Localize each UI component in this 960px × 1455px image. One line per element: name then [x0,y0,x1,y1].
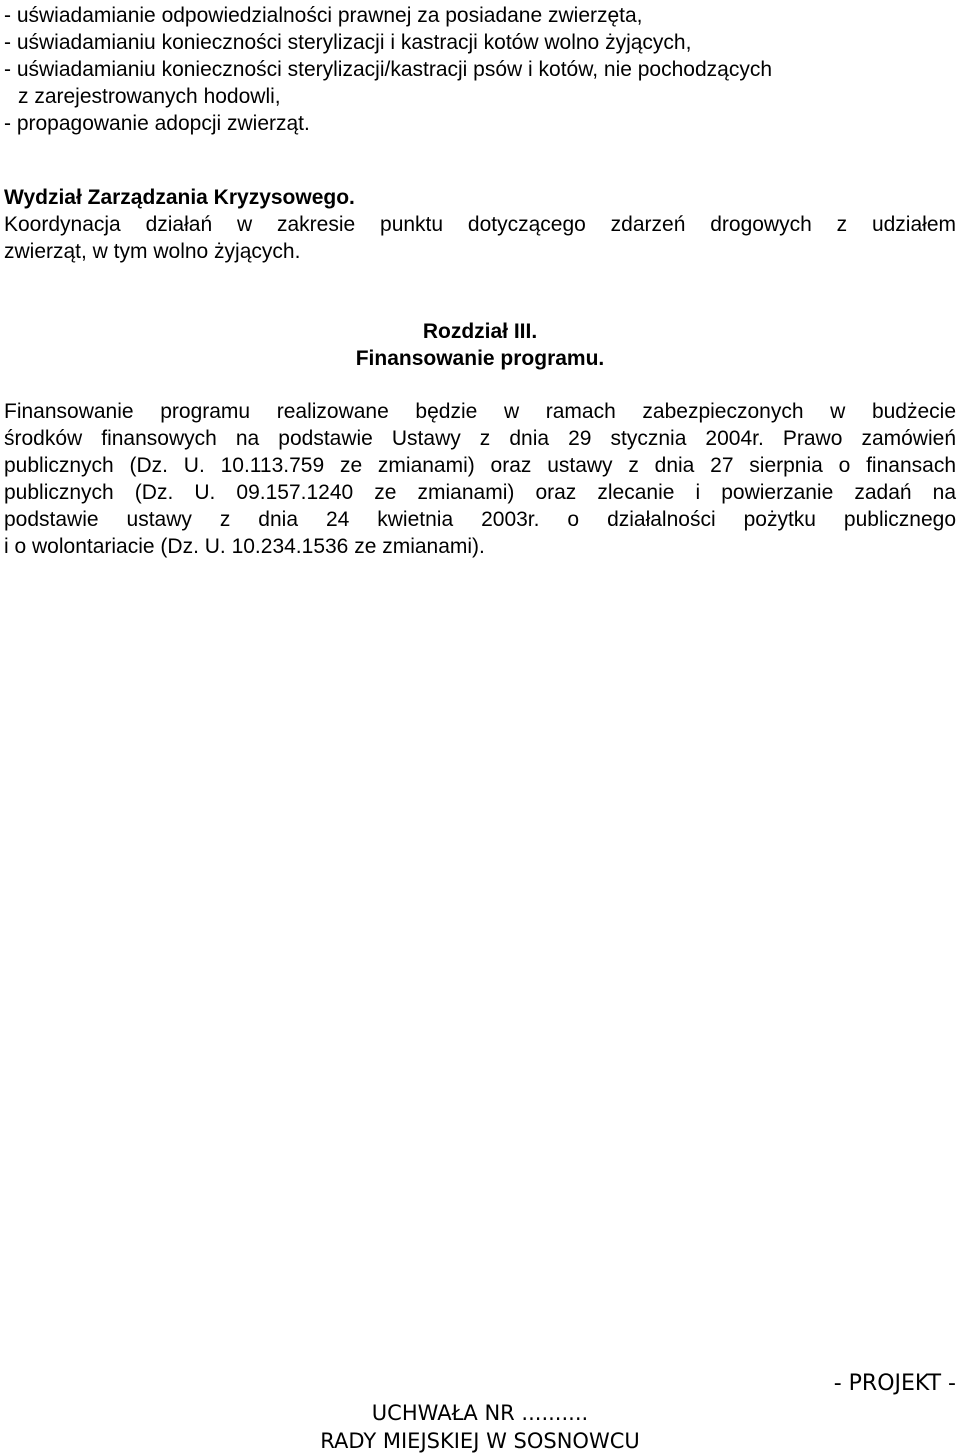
paragraph-line: publicznych (Dz. U. 09.157.1240 ze zmianami) oraz zlecanie i powierzanie zadań na [4,481,956,504]
list-item-continuation: z zarejestrowanych hodowli, [18,85,281,108]
paragraph-line: Koordynacja działań w zakresie punktu dotyczącego zdarzeń drogowych z udziałem [4,213,956,236]
list-item: - uświadamianiu konieczności sterylizacji/kastracji psów i kotów, nie pochodzących [4,58,773,81]
paragraph-line: i o wolontariacie (Dz. U. 10.234.1536 ze zmianami). [4,535,485,558]
paragraph-line: zwierząt, w tym wolno żyjących. [4,240,301,263]
chapter-number: Rozdział III. [422,320,538,343]
financing-paragraph [4,398,956,560]
paragraph-line: publicznych (Dz. U. 10.113.759 ze zmianami) oraz ustawy z dnia 27 sierpnia o finansach [4,454,956,477]
paragraph-line: środków finansowych na podstawie Ustawy z dnia 29 stycznia 2004r. Prawo zamówień [4,427,956,450]
chapter-title: Finansowanie programu. [355,347,605,370]
section-heading: Wydział Zarządzania Kryzysowego. [4,186,355,209]
crisis-section [4,184,956,265]
list-item: - uświadamianie odpowiedzialności prawnej za posiadane zwierzęta, [4,4,643,27]
paragraph-line: podstawie ustawy z dnia 24 kwietnia 2003r. o działalności pożytku publicznego [4,508,956,531]
awareness-list [4,2,956,137]
uchwala-label: UCHWAŁA NR .......... [371,1401,589,1425]
projekt-label: - PROJEKT - [833,1371,956,1396]
list-item: - propagowanie adopcji zwierząt. [4,112,310,135]
council-label: RADY MIEJSKIEJ W SOSNOWCU [320,1429,640,1453]
list-item: - uświadamianiu konieczności sterylizacji i kastracji kotów wolno żyjących, [4,31,692,54]
paragraph-line: Finansowanie programu realizowane będzie w ramach zabezpieczonych w budżecie [4,400,956,423]
